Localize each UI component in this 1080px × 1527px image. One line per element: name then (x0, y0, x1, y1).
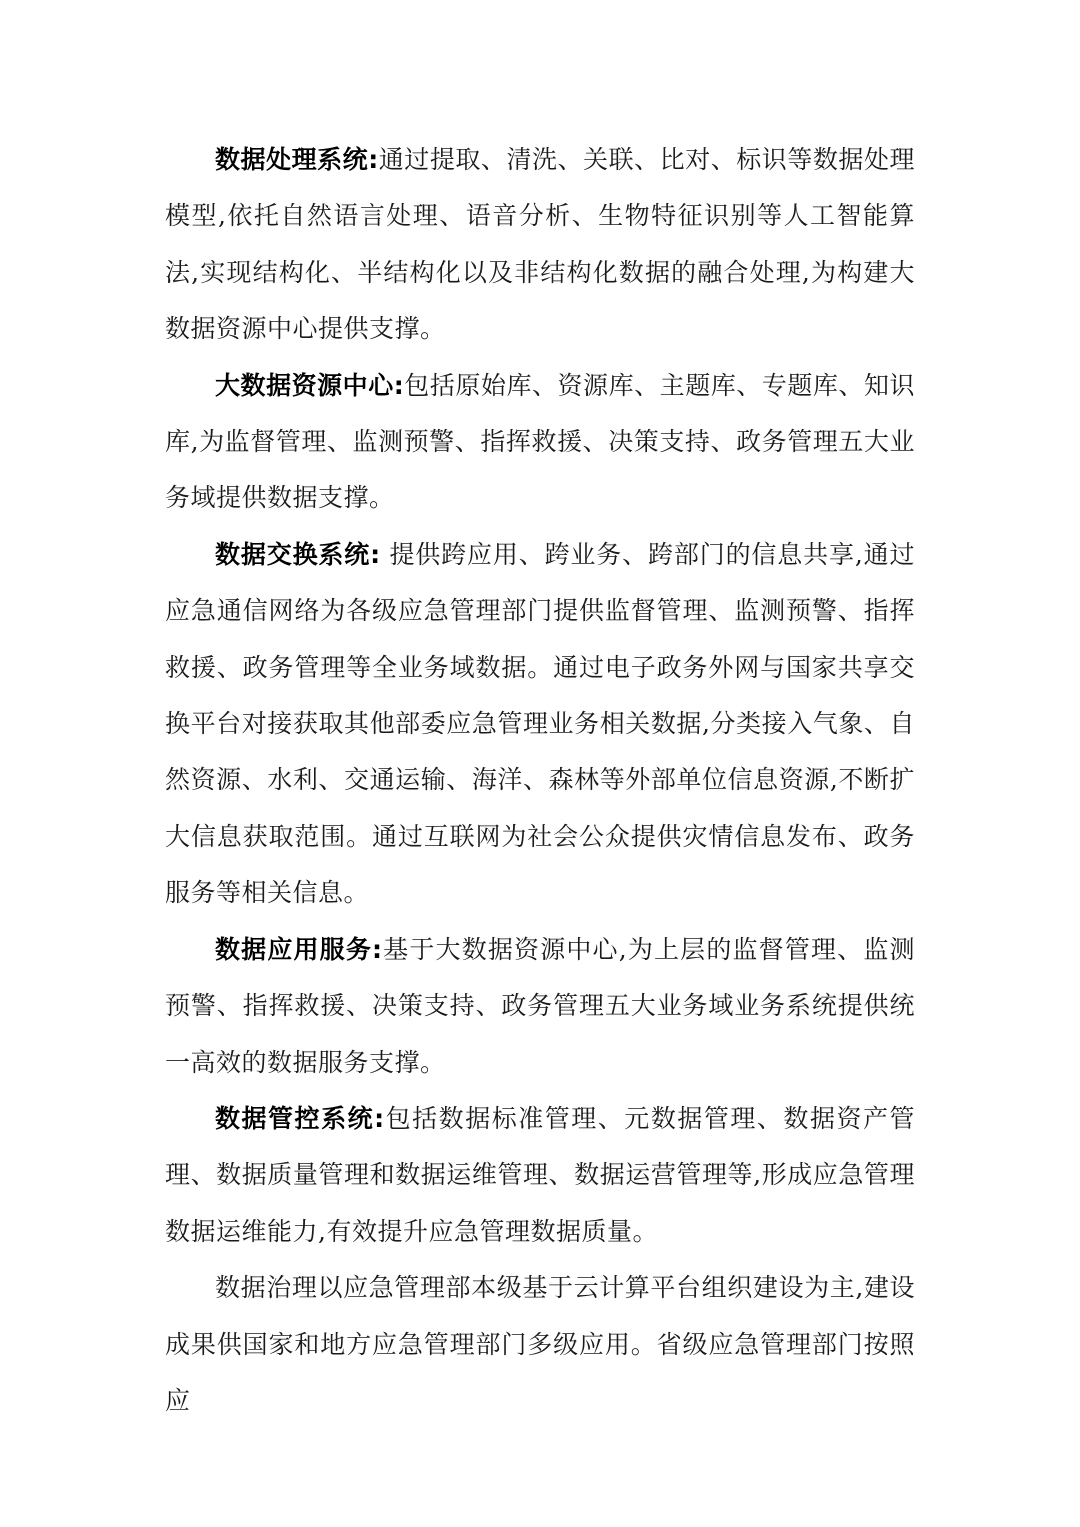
paragraph-heading: 数据应用服务: (215, 934, 383, 964)
paragraph-big-data-resource-center (165, 358, 915, 527)
paragraph-data-governance-overview (165, 1260, 915, 1429)
paragraph-heading: 数据管控系统: (215, 1103, 385, 1133)
paragraph-heading: 数据交换系统: (215, 539, 381, 569)
paragraph-data-processing-system (165, 132, 915, 358)
paragraph-text: 基于大数据资源中心,为上层的监督管理、监测预警、指挥救援、决策支持、政务管理五大业务域业务系统提供统一高效的数据服务支撑。 (165, 934, 916, 1077)
paragraph-text: 提供跨应用、跨业务、跨部门的信息共享,通过应急通信网络为各级应急管理部门提供监督管理、监测预警、指挥救援、政务管理等全业务域数据。通过电子政务外网与国家共享交换平台对接获取其他部委应急管理业务相关数据,分类接入气象、自然资源、水利、交通运输、海洋、森林等外部单位信息资源,不断扩大信息获取范围。通过互联网为社会公众提供灾情信息发布、政务服务等相关信息。 (165, 539, 915, 908)
paragraph-text: 包括数据标准管理、元数据管理、数据资产管理、数据质量管理和数据运维管理、数据运营管理等,形成应急管理数据运维能力,有效提升应急管理数据质量。 (165, 1103, 915, 1246)
paragraph-data-exchange-system (165, 527, 915, 922)
paragraph-data-governance-system (165, 1091, 915, 1260)
document-page (165, 132, 915, 1429)
paragraph-text: 数据治理以应急管理部本级基于云计算平台组织建设为主,建设成果供国家和地方应急管理部门多级应用。省级应急管理部门按照应 (165, 1273, 915, 1415)
paragraph-data-application-service (165, 922, 915, 1091)
paragraph-heading: 数据处理系统: (215, 145, 379, 174)
paragraph-text: 包括原始库、资源库、主题库、专题库、知识库,为监督管理、监测预警、指挥救援、决策支持、政务管理五大业务域提供数据支撑。 (165, 370, 915, 513)
paragraph-text: 通过提取、清洗、关联、比对、标识等数据处理模型,依托自然语言处理、语音分析、生物特征识别等人工智能算法,实现结构化、半结构化以及非结构化数据的融合处理,为构建大数据资源中心提供支撑。 (165, 145, 915, 344)
paragraph-heading: 大数据资源中心: (215, 370, 405, 400)
